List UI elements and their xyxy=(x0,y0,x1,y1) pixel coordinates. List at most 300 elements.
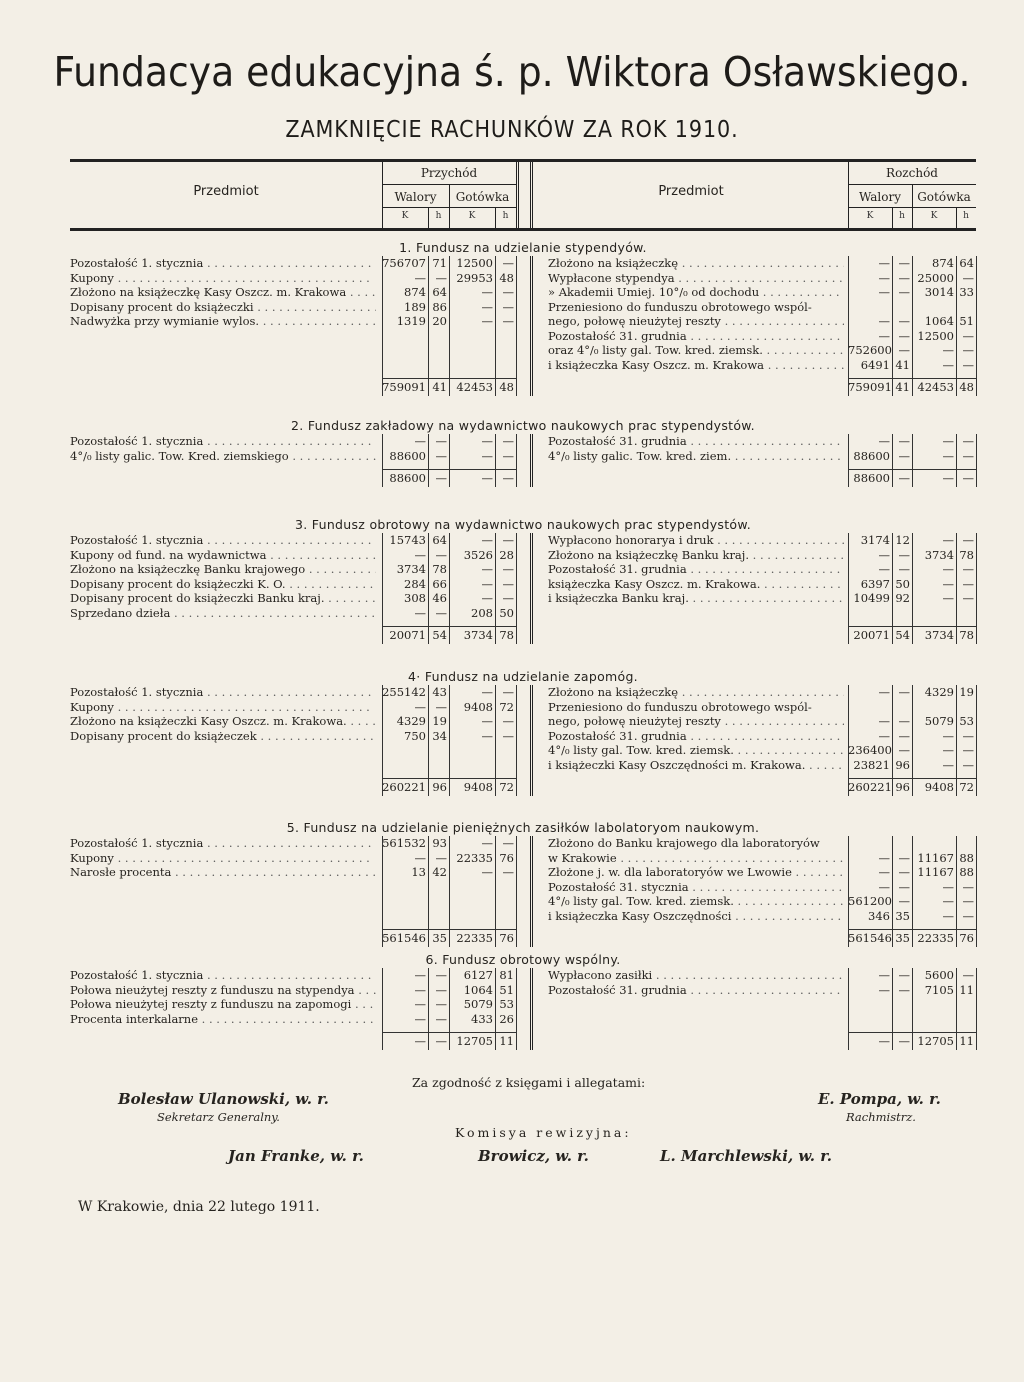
right-row-amount: — xyxy=(878,434,890,448)
left-row-amount: — xyxy=(435,448,447,463)
right-row-amount: — xyxy=(942,743,954,757)
left-total-amount: 41 xyxy=(432,380,447,394)
right-row-amount: 50 xyxy=(895,576,910,591)
right-row-amount: — xyxy=(878,256,890,270)
left-row-amount: 93 xyxy=(432,836,447,850)
column-rule xyxy=(516,533,517,644)
left-row-amount: 72 xyxy=(499,699,514,714)
right-row-amount: — xyxy=(878,879,890,894)
left-row-amount: 88600 xyxy=(389,448,426,463)
left-row-amount: — xyxy=(502,533,514,547)
right-row-amount: — xyxy=(878,328,890,343)
left-row-description: Pozostałość 1. stycznia . . . xyxy=(70,685,376,699)
left-row-description: Pozostałość 1. stycznia . . . xyxy=(70,533,376,547)
right-row-amount: 64 xyxy=(959,256,974,270)
right-row-description: Pozostałość 31. grudnia . . . xyxy=(548,729,844,743)
right-row-amount: 41 xyxy=(895,357,910,372)
right-row-amount: — xyxy=(898,850,910,865)
right-row-description: Złożono do Banku krajowego dla laboratoryów xyxy=(548,836,820,850)
right-total-amount: — xyxy=(898,1034,910,1048)
column-rule xyxy=(976,434,977,487)
sum-rule xyxy=(382,778,516,779)
left-row-amount: 208 xyxy=(471,605,493,620)
right-row-amount: — xyxy=(942,591,954,605)
right-row-description: Pozostałość 31. grudnia . . . xyxy=(548,329,844,343)
right-row-amount: 88 xyxy=(959,865,974,879)
left-row-amount: — xyxy=(414,1011,426,1026)
right-row-amount: 33 xyxy=(959,285,974,299)
header-h: h xyxy=(963,211,969,221)
right-row-amount: — xyxy=(942,728,954,743)
left-row-amount: — xyxy=(502,836,514,850)
right-row-amount: 874 xyxy=(932,256,954,270)
right-row-description: Złożono na książeczkę . . . xyxy=(548,256,844,270)
column-rule xyxy=(976,256,977,396)
right-row-amount: — xyxy=(942,448,954,463)
right-row-amount: — xyxy=(942,879,954,894)
right-row-amount: 11 xyxy=(959,982,974,997)
right-total-amount: — xyxy=(878,1034,890,1048)
right-total-amount: 72 xyxy=(959,780,974,794)
role-accountant: Rachmistrz. xyxy=(846,1110,916,1124)
right-row-amount: 23821 xyxy=(853,757,890,772)
left-row-description: Połowa nieużytej reszty z funduszu na stypendya . . . xyxy=(70,983,376,997)
left-row-description: Pozostałość 1. stycznia . . . xyxy=(70,256,376,270)
right-total-amount: 35 xyxy=(895,931,910,945)
header-k: K xyxy=(866,211,874,221)
left-row-amount: — xyxy=(435,434,447,448)
right-row-amount: 51 xyxy=(959,314,974,328)
left-total-amount: 11 xyxy=(499,1034,514,1048)
right-row-description: nego, połowę nieużytej reszty . . . xyxy=(548,314,844,328)
left-row-amount: 34 xyxy=(432,728,447,743)
left-total-amount: 78 xyxy=(499,628,514,642)
header-walory-right: Walory xyxy=(858,190,902,204)
left-row-description: Dopisany procent do książeczki K. O. . . . xyxy=(70,577,376,591)
left-total-amount: 20071 xyxy=(389,628,426,642)
right-row-amount: — xyxy=(962,434,974,448)
right-row-amount: — xyxy=(878,865,890,879)
left-row-amount: — xyxy=(502,448,514,463)
left-total-amount: 76 xyxy=(499,931,514,945)
column-rule xyxy=(976,533,977,644)
sum-rule xyxy=(382,1032,516,1033)
left-total-amount: 96 xyxy=(432,780,447,794)
left-row-amount: — xyxy=(414,997,426,1011)
left-row-amount: — xyxy=(481,285,493,299)
left-row-amount: 3526 xyxy=(463,547,493,562)
right-row-description: 4°/₀ listy gal. Tow. kred. ziemsk. . . . xyxy=(548,894,844,908)
sum-rule xyxy=(382,378,516,379)
left-total-amount: — xyxy=(435,1034,447,1048)
column-rule xyxy=(530,685,533,796)
left-row-description: Kupony . . . xyxy=(70,700,376,714)
right-row-amount: — xyxy=(898,256,910,270)
left-row-description: Kupony . . . xyxy=(70,271,376,285)
left-row-amount: 189 xyxy=(404,299,426,314)
left-row-amount: 20 xyxy=(432,314,447,328)
header-przedmiot-left: Przedmiot xyxy=(193,184,259,199)
right-row-amount: — xyxy=(898,879,910,894)
right-total-amount: 9408 xyxy=(924,780,954,794)
left-row-amount: 28 xyxy=(499,547,514,562)
left-total-amount: 759091 xyxy=(382,380,426,394)
left-row-amount: 561532 xyxy=(382,836,426,850)
right-row-amount: — xyxy=(878,314,890,328)
left-row-description: Złożono na książeczkę Kasy Oszcz. m. Krakowa . . . xyxy=(70,285,376,299)
left-row-amount: 308 xyxy=(404,591,426,605)
signature-accountant: E. Pompa, w. r. xyxy=(818,1090,941,1108)
right-row-amount: — xyxy=(898,547,910,562)
sum-rule xyxy=(382,929,516,930)
left-row-amount: — xyxy=(414,270,426,285)
left-total-amount: 72 xyxy=(499,780,514,794)
sum-rule xyxy=(382,626,516,627)
left-row-amount: — xyxy=(481,865,493,879)
header-h: h xyxy=(435,211,442,221)
section-title: 4· Fundusz na udzielanie zapomóg. xyxy=(408,669,638,684)
right-row-description: i książeczka Kasy Oszcz. m. Krakowa . . . xyxy=(548,358,844,372)
right-row-amount: 12500 xyxy=(917,328,954,343)
column-rule xyxy=(976,836,977,947)
signature-secretary: Bolesław Ulanowski, w. r. xyxy=(118,1090,329,1108)
left-total-amount: — xyxy=(481,471,493,485)
right-row-description: oraz 4°/₀ listy gal. Tow. kred. ziemsk. . . . xyxy=(548,343,844,357)
section-title: 1. Fundusz na udzielanie stypendyów. xyxy=(399,240,647,255)
column-rule xyxy=(530,836,533,947)
column-rule xyxy=(530,968,533,1050)
document-subtitle: ZAMKNIĘCIE RACHUNKÓW ZA ROK 1910. xyxy=(285,117,739,143)
right-row-amount: — xyxy=(962,328,974,343)
left-row-amount: — xyxy=(502,591,514,605)
left-row-amount: — xyxy=(414,699,426,714)
right-row-amount: — xyxy=(942,434,954,448)
header-h: h xyxy=(502,211,509,221)
right-row-amount: — xyxy=(962,894,974,908)
right-row-description: » Akademii Umiej. 10°/₀ od dochodu . . . xyxy=(548,285,844,299)
left-row-amount: — xyxy=(414,982,426,997)
left-row-amount: 71 xyxy=(432,256,447,270)
right-row-amount: — xyxy=(878,285,890,299)
right-row-amount: 1064 xyxy=(924,314,954,328)
right-row-amount: — xyxy=(962,591,974,605)
left-row-amount: — xyxy=(481,728,493,743)
left-row-description: Dopisany procent do książeczki Banku kraj. . . . xyxy=(70,591,376,605)
column-rule xyxy=(516,836,517,947)
signature-browicz: Browicz, w. r. xyxy=(478,1147,589,1165)
header-rozchod: Rozchód xyxy=(886,166,938,180)
right-row-amount: 12 xyxy=(895,533,910,547)
left-row-amount: — xyxy=(502,865,514,879)
right-total-amount: — xyxy=(898,471,910,485)
right-row-amount: 346 xyxy=(868,908,890,923)
left-row-amount: 1064 xyxy=(463,982,493,997)
left-row-amount: — xyxy=(435,850,447,865)
right-row-description: Pozostałość 31. stycznia . . . xyxy=(548,880,844,894)
right-total-amount: 11 xyxy=(959,1034,974,1048)
left-row-amount: — xyxy=(502,434,514,448)
left-row-description: Sprzedano dzieła . . . xyxy=(70,606,376,620)
right-row-amount: — xyxy=(878,850,890,865)
agreement-note: Za zgodność z księgami i allegatami: xyxy=(412,1075,646,1090)
left-row-amount: — xyxy=(435,968,447,982)
right-row-description: Złożono na książeczkę Banku kraj. . . . xyxy=(548,548,844,562)
left-row-amount: — xyxy=(435,982,447,997)
left-row-amount: 42 xyxy=(432,865,447,879)
left-total-amount: — xyxy=(414,1034,426,1048)
right-row-amount: 25000 xyxy=(917,270,954,285)
left-row-amount: — xyxy=(414,434,426,448)
right-total-amount: 96 xyxy=(895,780,910,794)
right-total-amount: 22335 xyxy=(917,931,954,945)
right-row-description: Wypłacone stypendya . . . xyxy=(548,271,844,285)
right-row-amount: — xyxy=(878,728,890,743)
right-row-amount: 561200 xyxy=(848,894,892,908)
left-row-amount: 284 xyxy=(404,576,426,591)
section-title: 2. Fundusz zakładowy na wydawnictwo naukowych prac stypendystów. xyxy=(291,418,755,433)
right-row-amount: 92 xyxy=(895,591,910,605)
right-row-amount: — xyxy=(898,968,910,982)
right-row-amount: 11167 xyxy=(917,850,954,865)
left-row-amount: 4329 xyxy=(396,714,426,728)
right-row-amount: 236400 xyxy=(848,743,892,757)
sum-rule xyxy=(848,469,976,470)
left-row-amount: — xyxy=(502,562,514,576)
right-row-amount: — xyxy=(962,343,974,357)
right-row-amount: — xyxy=(942,894,954,908)
right-total-amount: 759091 xyxy=(848,380,892,394)
right-row-description: Pozostałość 31. grudnia . . . xyxy=(548,434,844,448)
left-row-description: Pozostałość 1. stycznia . . . xyxy=(70,836,376,850)
right-row-amount: — xyxy=(962,757,974,772)
left-row-amount: 750 xyxy=(404,728,426,743)
right-row-description: 4°/₀ listy gal. Tow. kred. ziemsk. . . . xyxy=(548,743,844,757)
column-rule xyxy=(516,256,517,396)
right-row-description: Złożone j. w. dla laboratoryów we Lwowie . . . xyxy=(548,865,844,879)
left-total-amount: 3734 xyxy=(463,628,493,642)
place-date: W Krakowie, dnia 22 lutego 1911. xyxy=(78,1199,320,1215)
column-rule xyxy=(530,256,533,396)
right-total-amount: 3734 xyxy=(924,628,954,642)
header-k: K xyxy=(401,211,409,221)
sum-rule xyxy=(848,378,976,379)
left-total-amount: 35 xyxy=(432,931,447,945)
left-row-amount: — xyxy=(435,699,447,714)
right-row-amount: — xyxy=(898,434,910,448)
right-row-amount: 5079 xyxy=(924,714,954,728)
right-row-amount: — xyxy=(942,908,954,923)
right-row-amount: 10499 xyxy=(853,591,890,605)
left-row-amount: — xyxy=(481,576,493,591)
right-row-description: Wypłacono honorarya i druk . . . xyxy=(548,533,844,547)
right-row-amount: — xyxy=(898,343,910,357)
left-row-amount: 3734 xyxy=(396,562,426,576)
right-row-amount: — xyxy=(962,743,974,757)
right-total-amount: 76 xyxy=(959,931,974,945)
right-row-amount: — xyxy=(898,448,910,463)
right-row-amount: — xyxy=(942,343,954,357)
left-row-amount: 86 xyxy=(432,299,447,314)
left-row-description: Pozostałość 1. stycznia . . . xyxy=(70,968,376,982)
sum-rule xyxy=(382,469,516,470)
left-row-description: Połowa nieużytej reszty z funduszu na zapomogi . . . xyxy=(70,997,376,1011)
left-total-amount: 48 xyxy=(499,380,514,394)
left-row-amount: — xyxy=(481,533,493,547)
left-row-amount: — xyxy=(435,270,447,285)
left-row-amount: 12500 xyxy=(456,256,493,270)
left-row-description: Złożono na książeczki Kasy Oszcz. m. Krakowa. . . . xyxy=(70,714,376,728)
right-row-amount: — xyxy=(962,448,974,463)
header-h: h xyxy=(899,211,905,221)
left-row-amount: 1319 xyxy=(396,314,426,328)
right-row-amount: — xyxy=(898,865,910,879)
right-total-amount: 42453 xyxy=(917,380,954,394)
left-row-amount: 19 xyxy=(432,714,447,728)
left-row-amount: 29953 xyxy=(456,270,493,285)
right-total-amount: 12705 xyxy=(917,1034,954,1048)
left-row-amount: 51 xyxy=(499,982,514,997)
left-total-amount: 88600 xyxy=(389,471,426,485)
section-title: 6. Fundusz obrotowy wspólny. xyxy=(425,952,621,967)
left-row-amount: — xyxy=(435,1011,447,1026)
right-row-amount: 53 xyxy=(959,714,974,728)
right-row-amount: — xyxy=(898,982,910,997)
right-row-amount: — xyxy=(878,547,890,562)
left-row-amount: — xyxy=(414,605,426,620)
left-row-amount: 255142 xyxy=(382,685,426,699)
signature-marchlewski: L. Marchlewski, w. r. xyxy=(660,1147,832,1165)
left-row-amount: — xyxy=(481,448,493,463)
right-row-amount: — xyxy=(962,533,974,547)
right-row-amount: 78 xyxy=(959,547,974,562)
left-row-amount: 50 xyxy=(499,605,514,620)
column-rule xyxy=(530,434,533,487)
left-row-amount: — xyxy=(481,299,493,314)
right-row-amount: — xyxy=(898,562,910,576)
left-row-description: Złożono na książeczkę Banku krajowego . . . xyxy=(70,562,376,576)
right-row-amount: 6491 xyxy=(860,357,890,372)
left-row-description: 4°/₀ listy galic. Tow. Kred. ziemskiego . . . xyxy=(70,449,376,463)
right-row-amount: — xyxy=(898,685,910,699)
right-row-description: i książeczka Kasy Oszczędności . . . xyxy=(548,909,844,923)
ledger-header xyxy=(70,159,976,231)
left-row-amount: — xyxy=(481,836,493,850)
right-row-amount: — xyxy=(898,270,910,285)
left-total-amount: 561546 xyxy=(382,931,426,945)
left-row-description: Kupony . . . xyxy=(70,851,376,865)
right-row-amount: — xyxy=(962,968,974,982)
right-total-amount: 561546 xyxy=(848,931,892,945)
left-row-amount: — xyxy=(414,968,426,982)
right-row-amount: — xyxy=(878,968,890,982)
left-total-amount: 42453 xyxy=(456,380,493,394)
right-row-amount: — xyxy=(878,685,890,699)
left-total-amount: — xyxy=(435,471,447,485)
left-row-description: Nadwyżka przy wymianie wylos. . . . xyxy=(70,314,376,328)
left-row-amount: 46 xyxy=(432,591,447,605)
right-row-amount: — xyxy=(878,982,890,997)
right-row-amount: — xyxy=(898,894,910,908)
left-total-amount: — xyxy=(502,471,514,485)
left-row-amount: 433 xyxy=(471,1011,493,1026)
right-row-amount: 35 xyxy=(895,908,910,923)
right-row-amount: — xyxy=(962,576,974,591)
right-row-amount: — xyxy=(962,357,974,372)
left-row-amount: 5079 xyxy=(463,997,493,1011)
right-row-amount: 5600 xyxy=(924,968,954,982)
left-row-amount: 9408 xyxy=(463,699,493,714)
right-row-amount: 88600 xyxy=(853,448,890,463)
right-row-amount: — xyxy=(878,270,890,285)
left-row-amount: 78 xyxy=(432,562,447,576)
right-row-amount: 96 xyxy=(895,757,910,772)
right-row-amount: 4329 xyxy=(924,685,954,699)
right-total-amount: 48 xyxy=(959,380,974,394)
left-row-amount: — xyxy=(481,714,493,728)
left-row-amount: — xyxy=(435,605,447,620)
right-row-description: Przeniesiono do funduszu obrotowego wspól- xyxy=(548,699,812,714)
right-row-amount: — xyxy=(942,533,954,547)
right-total-amount: 260221 xyxy=(848,780,892,794)
right-row-amount: 3174 xyxy=(860,533,890,547)
right-row-amount: — xyxy=(962,908,974,923)
sum-rule xyxy=(848,929,976,930)
left-total-amount: 9408 xyxy=(463,780,493,794)
right-row-amount: — xyxy=(898,285,910,299)
left-row-description: Narosłe procenta . . . xyxy=(70,865,376,879)
left-row-description: Kupony od fund. na wydawnictwa . . . xyxy=(70,548,376,562)
right-row-amount: — xyxy=(878,714,890,728)
right-row-amount: — xyxy=(898,714,910,728)
right-row-amount: — xyxy=(962,728,974,743)
right-total-amount: 41 xyxy=(895,380,910,394)
sum-rule xyxy=(848,626,976,627)
right-total-amount: 78 xyxy=(959,628,974,642)
left-row-amount: — xyxy=(502,314,514,328)
left-row-amount: 15743 xyxy=(389,533,426,547)
left-row-description: Procenta interkalarne . . . xyxy=(70,1012,376,1026)
right-total-amount: — xyxy=(962,471,974,485)
right-total-amount: 54 xyxy=(895,628,910,642)
right-row-description: i książeczki Kasy Oszczędności m. Krakowa. . . . xyxy=(548,758,844,772)
right-row-amount: 7105 xyxy=(924,982,954,997)
header-przedmiot-right: Przedmiot xyxy=(658,184,724,199)
right-row-amount: 88 xyxy=(959,850,974,865)
right-row-amount: — xyxy=(942,757,954,772)
left-total-amount: 54 xyxy=(432,628,447,642)
right-row-amount: — xyxy=(962,270,974,285)
right-row-amount: 6397 xyxy=(860,576,890,591)
sum-rule xyxy=(848,778,976,779)
left-total-amount: 22335 xyxy=(456,931,493,945)
right-row-amount: 752600 xyxy=(848,343,892,357)
left-row-amount: 43 xyxy=(432,685,447,699)
left-row-amount: — xyxy=(481,434,493,448)
right-row-amount: 11167 xyxy=(917,865,954,879)
column-rule xyxy=(516,685,517,796)
header-gotowka-right: Gotówka xyxy=(917,190,971,204)
right-row-description: Pozostałość 31. grudnia . . . xyxy=(548,562,844,576)
sum-rule xyxy=(848,1032,976,1033)
right-row-amount: — xyxy=(898,314,910,328)
left-row-description: Dopisany procent do książeczek . . . xyxy=(70,729,376,743)
left-row-amount: 76 xyxy=(499,850,514,865)
right-row-description: Pozostałość 31. grudnia . . . xyxy=(548,983,844,997)
section-title: 5. Fundusz na udzielanie pieniężnych zasiłków labolatoryom naukowym. xyxy=(286,820,760,835)
left-row-amount: — xyxy=(502,256,514,270)
left-row-amount: — xyxy=(435,547,447,562)
left-row-amount: — xyxy=(435,997,447,1011)
